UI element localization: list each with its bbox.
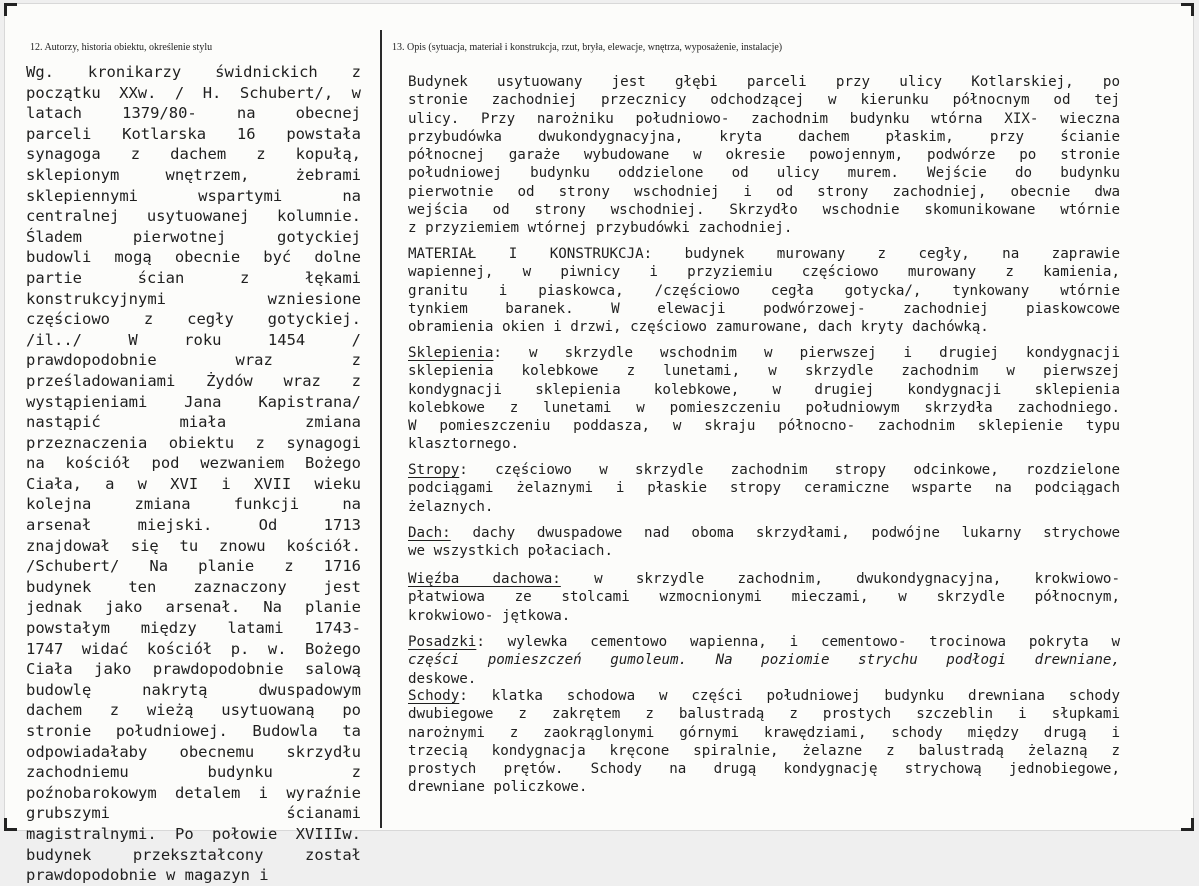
description-line: klasztornego. xyxy=(408,436,520,453)
history-line: nastąpić miała zmiana xyxy=(26,413,361,432)
section-text: : częściowo w skrzydle zachodnim stropy odcinkowe, rozdzielone xyxy=(459,462,1120,478)
description-line: południowej budynku oddzielone od ulicy murem. Wejście do budynku xyxy=(408,165,1120,182)
description-line: obramienia okien i drzwi, częściowo zamurowane, dach kryty dachówką. xyxy=(408,319,989,336)
section-heading: Więźba dachowa: xyxy=(408,571,561,587)
description-line: we wszystkich połaciach. xyxy=(408,543,613,560)
column-divider xyxy=(380,30,382,828)
description-line xyxy=(408,461,1120,479)
description-line xyxy=(408,633,1120,651)
history-line: Śladem pierwotnej gotyckiej xyxy=(26,227,361,246)
history-line: poźnobarokowym detalem i wyraźnie xyxy=(26,783,361,802)
description-line: przybudówka dwukondygnacyjna, kryta dachem płaskim, przy ścianie xyxy=(408,128,1120,145)
section-heading: Schody xyxy=(408,688,460,704)
description-line: dwubiegowe z zakrętem z balustradą z prostych szczeblin i słupkami xyxy=(408,706,1120,723)
history-line: konstrukcyjnymi wzniesione xyxy=(26,289,361,308)
history-line: budynek ten zaznaczony jest xyxy=(26,577,361,596)
description-line: podciągami żelaznymi i płaskie stropy ceramiczne wsparte na podciągach xyxy=(408,480,1120,497)
description-line: z przyziemiem wtórnej przybudówki zachodniej. xyxy=(408,220,793,237)
section-text: w skrzydle zachodnim, dwukondygnacyjna, krokwiowo- xyxy=(560,571,1121,587)
sklepienia-paragraph xyxy=(408,344,1120,454)
history-line: arsenał miejski. Od 1713 xyxy=(26,516,361,535)
description-line: części pomieszczeń gumoleum. Na poziomie strychu podłogi drewniane, xyxy=(408,652,1120,669)
history-line: partie ścian z łękami xyxy=(26,268,361,287)
history-line: przeznaczenia obiektu z synagogi xyxy=(26,433,361,452)
left-column-header: 12. Autorzy, historia obiektu, określenie stylu xyxy=(30,42,213,53)
history-line: kolejna zmiana funkcji na xyxy=(26,495,361,514)
section-text: dachy dwuspadowe nad oboma skrzydłami, podwójne lukarny strychowe xyxy=(450,525,1120,541)
history-line: magistralnymi. Po połowie XVIIIw. xyxy=(26,824,361,843)
description-line: kolebkowe z lunetami w pomieszczeniu południowym skrzydła zachodniego. xyxy=(408,399,1120,416)
description-line: płatwiowa ze stolcami wzmocnionymi mieczami, w skrzydle północnym, xyxy=(408,589,1120,606)
history-line: wystąpieniami Jana Kapistrana/ xyxy=(26,392,361,411)
history-line: centralnej usytuowanej kolumnie. xyxy=(26,207,361,226)
history-line: prawdopodobnie wraz z xyxy=(26,351,361,370)
history-line: 1747 widać kościół p. w. Bożego xyxy=(26,639,361,658)
corner-mark xyxy=(1181,3,1194,16)
history-line: grubszymi ścianami xyxy=(26,804,361,823)
description-line: deskowe. xyxy=(408,670,477,687)
history-line: powstałym między latami 1743- xyxy=(26,619,361,638)
description-line: krokwiowo- jętkowa. xyxy=(408,607,571,624)
corner-mark xyxy=(1181,818,1194,831)
description-line: Budynek usytuowany jest głębi parceli przy ulicy Kotlarskiej, po xyxy=(408,74,1120,90)
history-line: budowli mogą obecnie być dolne xyxy=(26,248,361,267)
history-line: sklepionym wnętrzem, żebrami xyxy=(26,165,361,184)
description-line: wapiennej, w piwnicy i przyziemiu częściowo murowany z kamienia, xyxy=(408,264,1120,281)
history-line: parceli Kotlarska 16 powstała xyxy=(26,124,361,143)
history-line: budowlę nakrytą dwuspadowym xyxy=(26,680,361,699)
description-line: wejścia od strony wschodniej. Skrzydło wschodnie skomunikowane wtórnie xyxy=(408,202,1120,219)
history-line: częściowo z cegły gotyckiej. xyxy=(26,310,361,329)
history-line: początku XXw. / H. Schubert/, w xyxy=(26,83,361,102)
description-line: północnej garaże wybudowane w okresie powojennym, podwórze po stronie xyxy=(408,147,1120,164)
material-paragraph xyxy=(408,245,1120,336)
corner-mark xyxy=(4,818,17,831)
description-line: drewniane policzkowe. xyxy=(408,779,588,796)
description-line: trzecią kondygnacja kręcone spiralnie, żelazne z balustradą żelazną z xyxy=(408,742,1120,759)
section-heading: Sklepienia xyxy=(408,345,494,361)
description-line: stronie zachodniej przecznicy odchodzącej w kierunku północnym od tej xyxy=(408,92,1120,109)
description-line xyxy=(408,245,1120,263)
history-line: jednak jako arsenał. Na planie xyxy=(26,598,361,617)
intro-paragraph xyxy=(408,73,1120,238)
history-line: sklepiennymi wspartymi na xyxy=(26,186,361,205)
corner-mark xyxy=(4,3,17,16)
description-line xyxy=(408,344,1120,362)
section-text: : wylewka cementowo wapienna, i cementowo- trocinowa pokryta w xyxy=(476,634,1120,650)
history-line: prześladowaniami Żydów wraz z xyxy=(26,371,361,390)
history-line: budynek przekształcony został xyxy=(26,845,361,864)
description-line: granitu i piaskowca, /częściowo cegła gotycka/, tynkowany wtórnie xyxy=(408,282,1120,299)
dach-paragraph xyxy=(408,524,1120,561)
right-column-header: 13. Opis (sytuacja, materiał i konstrukcja, rzut, bryła, elewacje, wnętrza, wyposażenie, instalacje) xyxy=(392,42,783,53)
history-line: znajdował się tu znowu kościół. xyxy=(26,536,361,555)
description-line: prostych prętów. Schody na drugą kondygnację strychową jednobiegowe, xyxy=(408,761,1120,778)
history-line: synagoga z dachem z kopułą, xyxy=(26,145,361,164)
description-line: narożnymi z zaokrąglonymi górnymi krawędziami, schody między drugą i xyxy=(408,724,1120,741)
section-heading: MATERIAŁ I KONSTRUKCJA: xyxy=(408,246,653,262)
history-line: /Schubert/ Na planie z 1716 xyxy=(26,557,361,576)
posadzki-paragraph xyxy=(408,633,1120,688)
description-line xyxy=(408,570,1120,588)
history-line: Wg. kronikarzy świdnickich z xyxy=(26,63,361,81)
description-line: tynkiem baranek. W elewacji podwórzowej- zachodniej piaskowcowe xyxy=(408,300,1120,317)
history-line: odpowiadałaby obecnemu skrzydłu xyxy=(26,742,361,761)
history-line: na kościół pod wezwaniem Bożego xyxy=(26,454,361,473)
section-text: : w skrzydle wschodnim w pierwszej i drugiej kondygnacji xyxy=(493,345,1120,361)
history-line: prawdopodobnie w magazyn i xyxy=(26,866,269,885)
history-line: Ciała jako prawdopodobnie salową xyxy=(26,660,361,679)
description-line: ulicy. Przy narożniku południowo- zachodnim budynku wtórna XIX- wieczna xyxy=(408,110,1120,127)
history-line: zachodniemu budynku z xyxy=(26,763,361,782)
description-line: kondygnacji sklepienia kolebkowe, w drugiej kondygnacji sklepienia xyxy=(408,381,1120,398)
section-heading: Dach: xyxy=(408,525,451,541)
section-text: budynek murowany z cegły, na zaprawie xyxy=(652,246,1120,262)
history-line: /il../ W roku 1454 / xyxy=(26,330,361,349)
section-text: : klatka schodowa w części południowej budynku drewniana schody xyxy=(459,688,1120,704)
description-line: W pomieszczeniu poddasza, w skraju północno- zachodnim sklepienie typu xyxy=(408,418,1120,435)
history-line: latach 1379/80- na obecnej xyxy=(26,104,361,123)
stropy-paragraph xyxy=(408,461,1120,516)
wiezba-paragraph xyxy=(408,570,1120,625)
description-line xyxy=(408,524,1120,542)
history-line: dachem z wieżą usytuowaną po xyxy=(26,701,361,720)
description-line: sklepienia kolebkowe z lunetami, w skrzydle zachodnim w pierwszej xyxy=(408,363,1120,380)
history-text xyxy=(26,62,361,886)
section-heading: Stropy xyxy=(408,462,460,478)
history-line: Ciała, a w XVI i XVII wieku xyxy=(26,474,361,493)
schody-paragraph xyxy=(408,687,1120,797)
section-heading: Posadzki xyxy=(408,634,477,650)
description-line: żelaznych. xyxy=(408,498,494,515)
description-line: pierwotnie od strony wschodniej i od strony zachodniej, obecnie dwa xyxy=(408,183,1120,200)
description-line xyxy=(408,687,1120,705)
history-line: stronie południowej. Budowla ta xyxy=(26,722,361,740)
